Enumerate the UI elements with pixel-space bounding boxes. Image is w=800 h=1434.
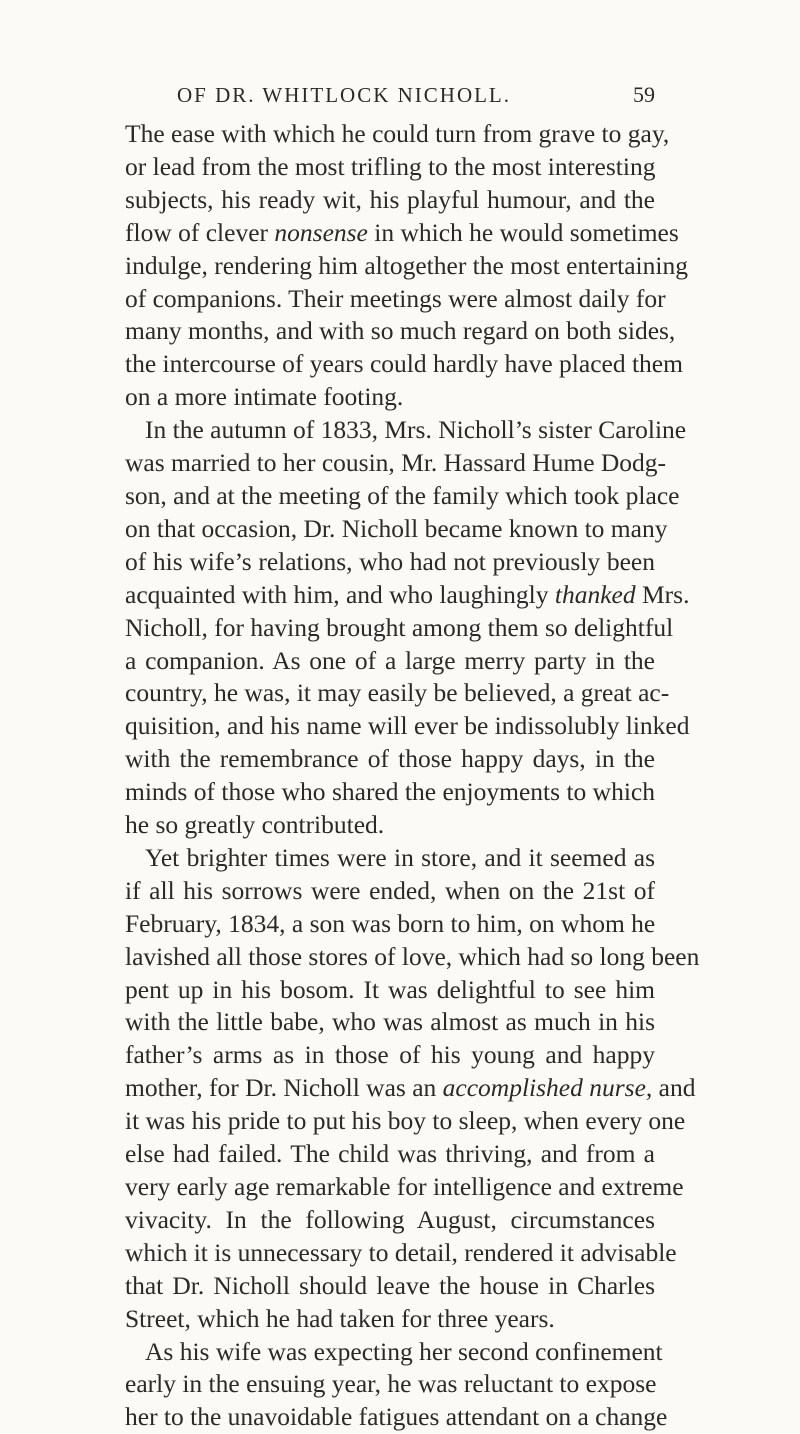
text-segment: with the little babe, who was almost as much in his xyxy=(125,1007,655,1037)
text-line xyxy=(125,1138,655,1171)
text-line xyxy=(125,250,688,283)
text-line xyxy=(125,414,687,447)
text-segment: very early age remarkable for intelligence and extreme xyxy=(125,1172,684,1201)
text-line xyxy=(125,677,670,710)
text-line xyxy=(125,710,690,743)
text-line xyxy=(125,908,655,941)
text-segment: of his wife’s relations, who had not previously been xyxy=(125,546,655,576)
text-segment: country, he was, it may easily be believed, a great ac- xyxy=(125,678,670,708)
text-segment: February, 1834, a son was born to him, on whom he xyxy=(125,908,656,938)
text-segment: minds of those who shared the enjoyments to which xyxy=(125,777,655,807)
text-line xyxy=(125,1401,668,1434)
body-text xyxy=(125,118,700,1434)
text-line xyxy=(125,151,655,184)
italic-text: nonsense xyxy=(274,217,368,247)
text-segment: early in the ensuing year, he was reluctant to expose xyxy=(125,1369,657,1399)
text-segment: of companions. Their meetings were almost daily for xyxy=(125,283,666,313)
text-segment: acquainted with him, and who laughingly xyxy=(125,579,555,609)
text-segment: Yet brighter times were in store, and it seemed as xyxy=(145,842,655,872)
text-segment: son, and at the meeting of the family which took place xyxy=(125,480,680,510)
text-line xyxy=(125,118,670,151)
text-line xyxy=(125,1006,655,1039)
text-line xyxy=(125,283,666,316)
italic-text: accomplished nurse, xyxy=(442,1073,653,1103)
text-line xyxy=(125,1072,696,1105)
text-line xyxy=(125,776,655,809)
text-segment: with the remembrance of those happy days, in the xyxy=(125,744,655,774)
text-line xyxy=(125,1303,655,1336)
text-line xyxy=(125,612,674,645)
text-line xyxy=(125,1336,663,1369)
text-segment: The ease with which he could turn from grave to gay, xyxy=(125,119,670,148)
text-segment: indulge, rendering him altogether the most entertaining xyxy=(125,250,688,280)
text-segment: Street, which he had taken for three years. xyxy=(125,1303,555,1333)
text-segment: a companion. As one of a large merry party in the xyxy=(125,645,655,675)
text-segment: subjects, his ready wit, his playful humour, and the xyxy=(125,184,655,214)
running-title: OF DR. WHITLOCK NICHOLL. xyxy=(177,83,512,107)
text-segment: many months, and with so much regard on both sides, xyxy=(125,316,676,346)
running-head xyxy=(125,80,655,110)
text-segment: Mrs. xyxy=(635,579,690,609)
text-segment: As his wife was expecting her second confinement xyxy=(145,1336,663,1366)
text-line xyxy=(125,1270,655,1303)
text-segment: father’s arms as in those of his young and happy xyxy=(125,1040,655,1070)
text-segment: he so greatly contributed. xyxy=(125,810,385,840)
text-line xyxy=(125,875,655,908)
text-segment: the intercourse of years could hardly have placed them xyxy=(125,349,683,379)
text-segment: on a more intimate footing. xyxy=(125,382,404,412)
italic-text: thanked xyxy=(554,579,636,609)
text-segment: else had failed. The child was thriving, and from a xyxy=(125,1139,655,1169)
text-line xyxy=(125,1039,655,1072)
text-line xyxy=(125,447,667,480)
text-segment: that Dr. Nicholl should leave the house in Charles xyxy=(125,1270,655,1300)
text-line xyxy=(125,546,655,579)
text-line xyxy=(125,184,655,217)
text-segment: which it is unnecessary to detail, rendered it advisable xyxy=(125,1237,677,1267)
text-segment: in which he would sometimes xyxy=(367,217,679,247)
text-line xyxy=(125,1204,655,1237)
text-line xyxy=(125,809,655,842)
text-line xyxy=(125,941,700,974)
text-line xyxy=(125,315,676,348)
text-line xyxy=(125,645,655,678)
text-segment: or lead from the most trifling to the most interesting xyxy=(125,151,656,181)
text-segment: and xyxy=(652,1073,696,1103)
text-segment: if all his sorrows were ended, when on the 21st of xyxy=(125,875,655,905)
page-number: 59 xyxy=(633,82,655,107)
text-segment: pent up in his bosom. It was delightful to see him xyxy=(125,974,655,1004)
text-segment: was married to her cousin, Mr. Hassard Hume Dodg- xyxy=(125,448,667,478)
text-segment: quisition, and his name will ever be indissolubly linked xyxy=(125,711,690,741)
text-segment: flow of clever xyxy=(125,217,275,247)
text-segment: lavished all those stores of love, which had so long been xyxy=(125,941,700,971)
text-line xyxy=(125,842,655,875)
text-line xyxy=(125,1368,655,1401)
text-segment: on that occasion, Dr. Nicholl became known to many xyxy=(125,513,668,543)
text-segment: vivacity. In the following August, circumstances xyxy=(125,1204,655,1234)
text-line xyxy=(125,480,680,513)
text-segment: Nicholl, for having brought among them so delightful xyxy=(125,612,674,642)
text-line xyxy=(125,217,679,250)
text-segment: mother, for Dr. Nicholl was an xyxy=(125,1073,443,1103)
text-line xyxy=(125,1237,677,1270)
text-line xyxy=(125,348,683,381)
text-segment: her to the unavoidable fatigues attendant on a change xyxy=(125,1402,668,1432)
text-segment: it was his pride to put his boy to sleep, when every one xyxy=(125,1106,686,1136)
text-line xyxy=(125,1105,686,1138)
text-line xyxy=(125,1171,684,1204)
text-segment: In the autumn of 1833, Mrs. Nicholl’s sister Caroline xyxy=(145,415,687,445)
text-line xyxy=(125,974,655,1007)
text-line xyxy=(125,743,655,776)
text-line xyxy=(125,381,655,414)
text-line xyxy=(125,579,690,612)
text-line xyxy=(125,513,668,546)
